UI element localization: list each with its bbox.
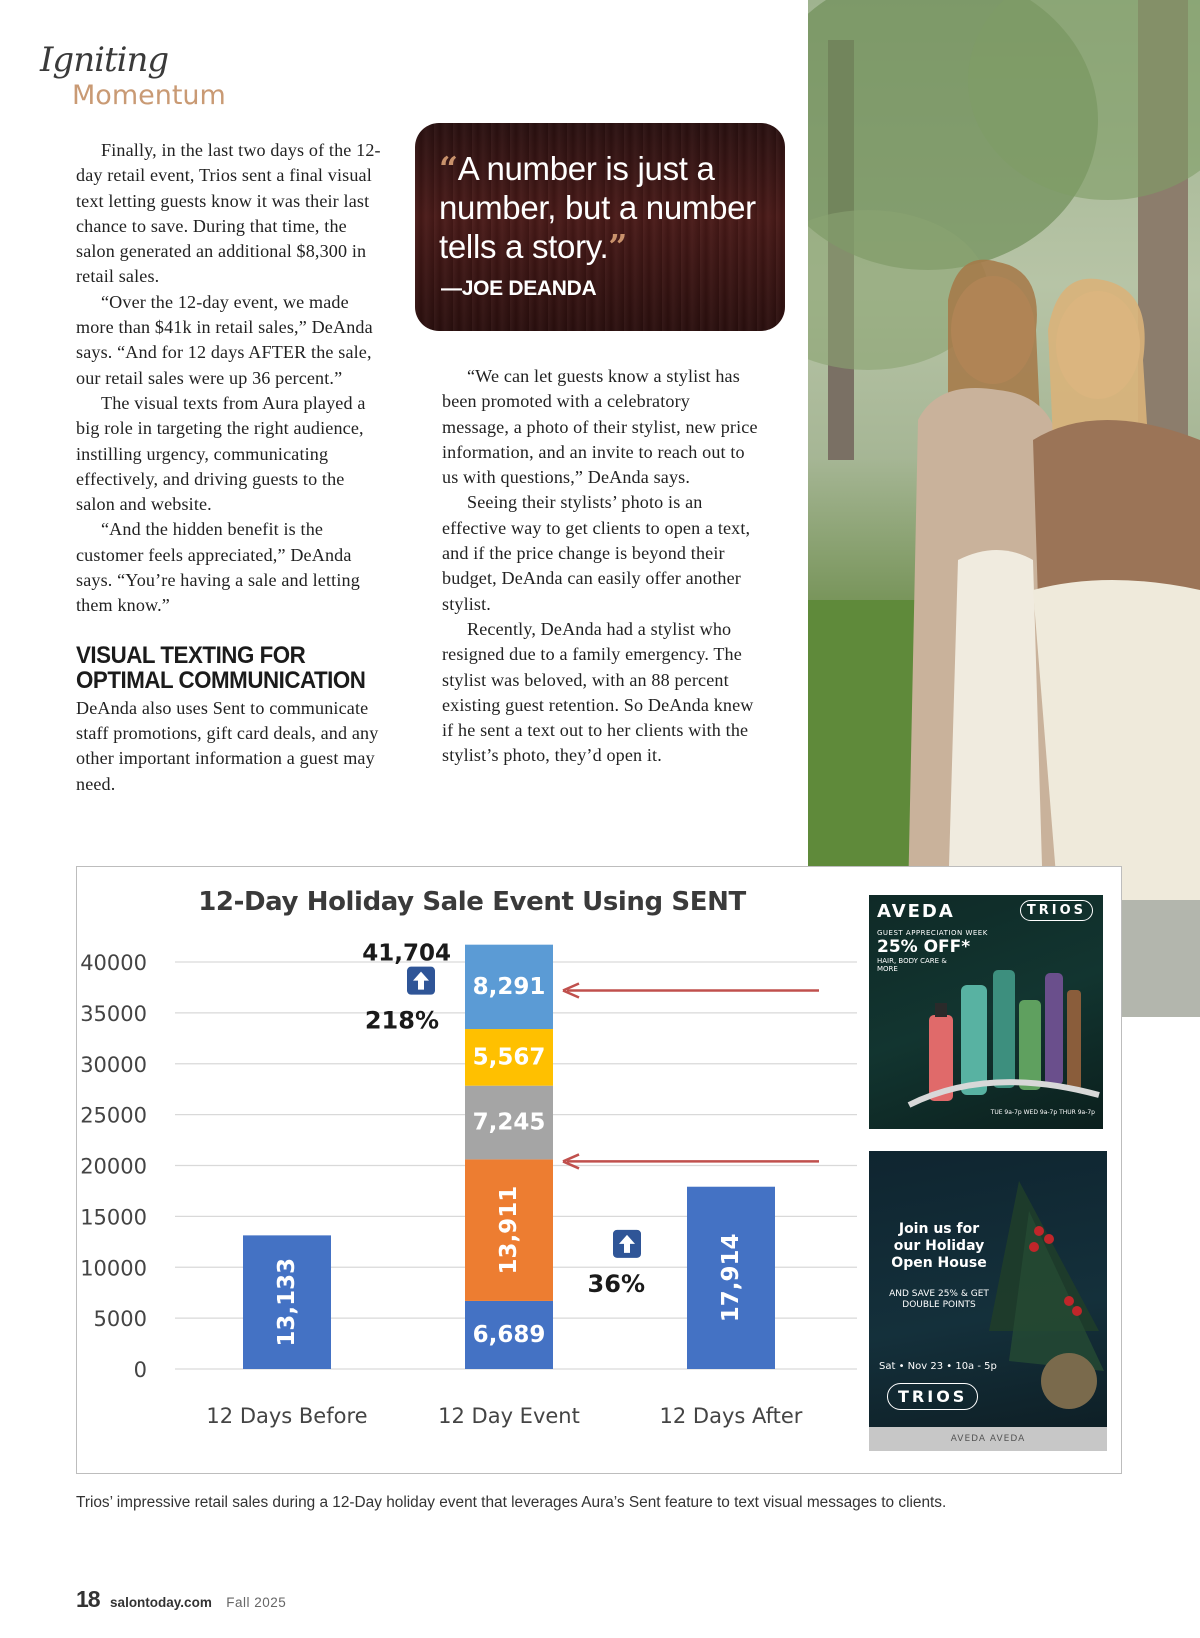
pull-quote — [415, 123, 785, 331]
paragraph: “And the hidden benefit is the customer feels appreciated,” DeAnda says. “You’re having a sale and letting them know.” — [76, 519, 360, 616]
paragraph: “We can let guests know a stylist has been promoted with a celebratory message, a photo of their stylist, new price information, and an invite to reach out to us with questions,” DeAnda says. — [442, 366, 758, 488]
data-label: 8,291 — [472, 973, 546, 1000]
y-tick-label: 25000 — [80, 1103, 147, 1128]
y-tick-label: 0 — [133, 1358, 147, 1382]
paragraph: Seeing their stylists’ photo is an effective way to get clients to open a text, and if the price change is beyond their budget, DeAnda can easily offer another stylist. — [442, 492, 751, 614]
sales-chart-figure — [76, 866, 1122, 1474]
paragraph: “Over the 12-day event, we made more than $41k in retail sales,” DeAnda says. “And for 12 days AFTER the sale, our retail sales were up 36 percent.” — [76, 291, 373, 388]
y-tick-label: 35000 — [80, 1001, 147, 1026]
data-label: 6,689 — [472, 1321, 546, 1348]
chart-title: 12-Day Holiday Sale Event Using SENT — [198, 887, 746, 917]
y-tick-label: 30000 — [80, 1052, 147, 1077]
percent-annotation: 218% — [364, 1006, 439, 1035]
y-tick-label: 5000 — [93, 1307, 147, 1332]
y-tick-label: 15000 — [80, 1205, 147, 1230]
ad-hours: TUE 9a-7p WED 9a-7p THUR 9a-7p — [990, 1109, 1095, 1116]
x-tick-label: 12 Days After — [659, 1404, 803, 1428]
data-label: 5,567 — [472, 1044, 546, 1071]
data-label: 13,911 — [496, 1185, 522, 1275]
y-tick-label: 40000 — [80, 951, 147, 975]
total-label: 41,704 — [362, 940, 451, 967]
trios-logo: TRIOS — [887, 1383, 978, 1410]
trios-logo: TRIOS — [1020, 900, 1093, 921]
pull-quote-attribution: —JOE DEANDA — [441, 277, 597, 300]
ad-date: Sat • Nov 23 • 10a - 5p — [879, 1361, 997, 1372]
ad-subline: HAIR, BODY CARE & MORE — [877, 957, 947, 973]
article-column-left — [76, 138, 388, 797]
quote-body: A number is just a number, but a number tells a story. — [439, 150, 756, 265]
paragraph: The visual texts from Aura played a big role in targeting the right audience, instilling urgency, communicating effectively, and driving guests to the salon and website. — [76, 392, 366, 515]
paragraph: Recently, DeAnda had a stylist who resigned due to a family emergency. The stylist was beloved, with an 88 percent existing guest retention. So DeAnda knew if he sent a text out to her clients with the stylist’s photo, they’d open it. — [442, 618, 754, 766]
open-quote-icon: “ — [439, 149, 458, 188]
section-script-title: Igniting — [40, 40, 169, 80]
subheading: VISUAL TEXTING FOR OPTIMAL COMMUNICATION — [76, 641, 366, 694]
pull-quote-text — [439, 149, 769, 266]
ad-footer: AVEDA AVEDA — [869, 1427, 1107, 1451]
ad-holiday-open-house — [869, 1151, 1107, 1451]
issue-label: Fall 2025 — [226, 1595, 287, 1610]
paragraph: Finally, in the last two days of the 12-day retail event, Trios sent a final visual text letting guests know it was their last chance to save. During that time, the salon generated an additional $8,300 in retail sales. — [76, 140, 381, 287]
ad-headline: 25% OFF* — [877, 937, 971, 957]
data-label: 7,245 — [472, 1109, 546, 1136]
x-tick-label: 12 Day Event — [438, 1404, 580, 1428]
x-tick-label: 12 Days Before — [206, 1404, 368, 1428]
y-tick-label: 10000 — [80, 1256, 147, 1281]
ad-offer: AND SAVE 25% & GET DOUBLE POINTS — [889, 1289, 989, 1310]
data-label: 17,914 — [718, 1233, 744, 1323]
figure-caption: Trios’ impressive retail sales during a 12-Day holiday event that leverages Aura’s Sent feature to text visual messages to clients. — [76, 1494, 947, 1511]
site-url: salontoday.com — [110, 1595, 212, 1610]
page-number: 18 — [76, 1586, 100, 1612]
ad-aveda-25-off — [869, 895, 1103, 1129]
ad-brand: AVEDA — [877, 901, 955, 922]
y-tick-label: 20000 — [80, 1154, 147, 1179]
article-column-middle — [442, 364, 760, 769]
photo-illustration — [808, 0, 1200, 1017]
product-bottles-illustration — [869, 895, 1103, 1129]
section-title: Momentum — [72, 80, 226, 111]
stylists-photo — [808, 0, 1200, 1017]
page-footer — [76, 1586, 286, 1613]
data-label: 13,133 — [274, 1257, 300, 1347]
ad-kicker: GUEST APPRECIATION WEEK — [877, 929, 988, 937]
paragraph: DeAnda also uses Sent to communicate staff promotions, gift card deals, and any other important information a guest may need. — [76, 697, 379, 794]
ad-headline: Join us for our Holiday Open House — [891, 1221, 987, 1271]
percent-annotation: 36% — [587, 1269, 645, 1298]
close-quote-icon: ” — [608, 227, 628, 266]
